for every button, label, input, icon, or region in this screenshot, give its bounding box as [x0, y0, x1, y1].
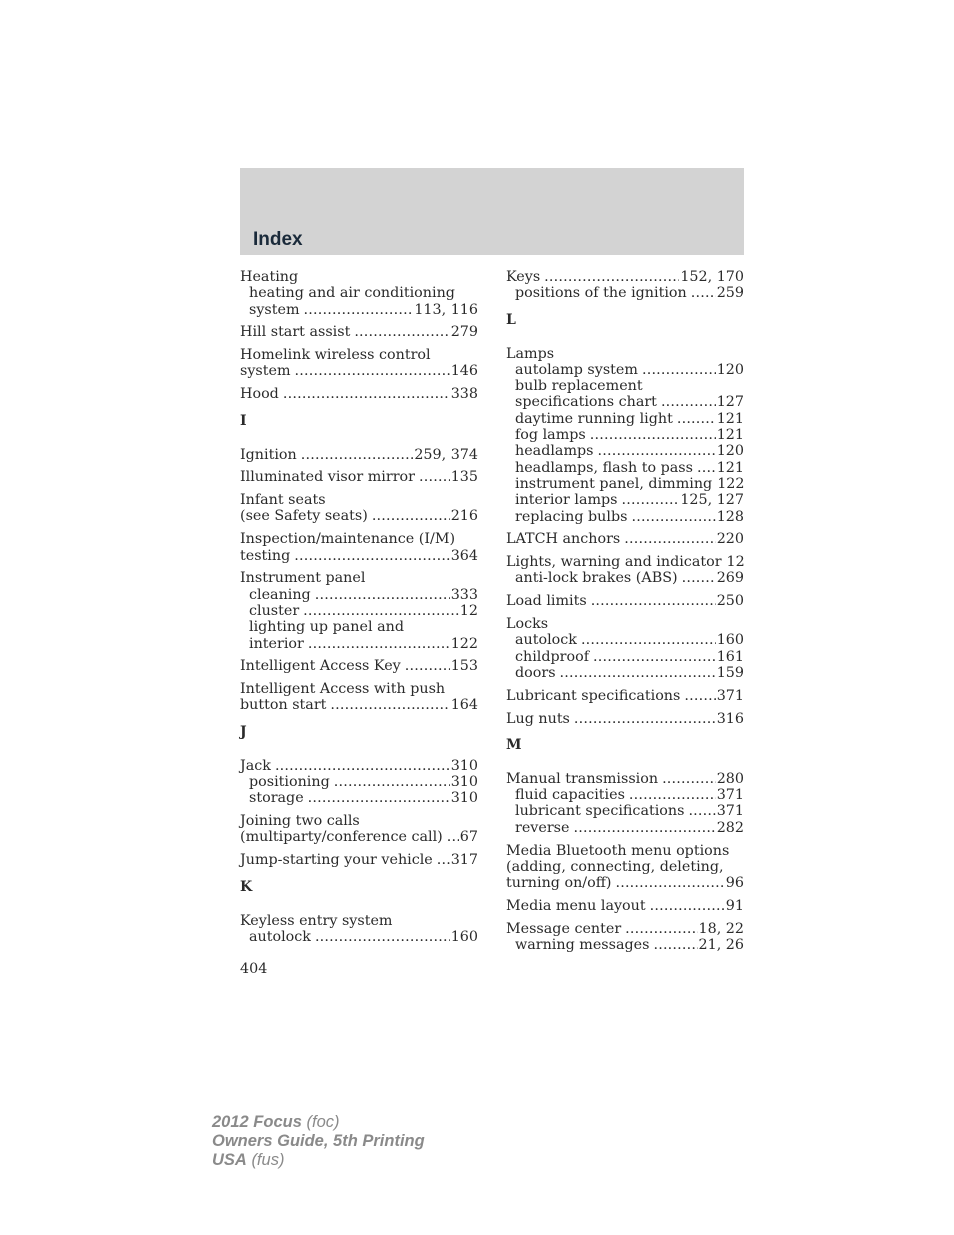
dot-leader: [419, 469, 450, 485]
index-subentry-line: [240, 302, 478, 318]
index-entry: [506, 616, 744, 681]
dot-leader: [294, 548, 449, 564]
entry-text: Intelligent Access with push: [240, 681, 446, 698]
index-subentry-line: [240, 929, 478, 945]
dot-leader: [662, 771, 716, 787]
index-entry-line: [506, 875, 744, 891]
entry-text: testing: [240, 547, 291, 564]
page-reference: 120: [716, 443, 744, 460]
page-reference: 160: [716, 632, 744, 649]
index-entry-line: [506, 711, 744, 727]
dot-leader: [308, 636, 450, 652]
index-entry: [240, 813, 478, 846]
page-reference: 113, 116: [414, 301, 478, 318]
dot-leader: [625, 921, 697, 937]
dot-leader: [437, 852, 450, 868]
page-reference: 310: [450, 757, 478, 774]
page-reference: 120: [716, 361, 744, 378]
page-reference: 12: [726, 554, 745, 571]
entry-text: storage: [249, 790, 304, 807]
index-subentry-line: [506, 285, 744, 301]
index-entry: [240, 447, 478, 463]
index-entry-line: [506, 531, 744, 547]
index-entry: [240, 658, 478, 674]
page-reference: 18, 22: [698, 920, 744, 937]
dot-leader: [622, 492, 680, 508]
index-entry-line: [240, 813, 478, 829]
dot-leader: [405, 658, 450, 674]
entry-text: Lubricant specifications: [506, 687, 681, 704]
dot-leader: [544, 269, 679, 285]
index-entry-line: [506, 921, 744, 937]
index-entry-line: [240, 386, 478, 402]
index-entry: [506, 531, 744, 547]
index-entry-line: [240, 829, 478, 845]
index-entry-line: [506, 859, 744, 875]
index-subentry-line: [506, 394, 744, 410]
dot-leader: [334, 774, 450, 790]
index-entry: [240, 852, 478, 868]
entry-text: anti-lock brakes (ABS): [515, 570, 678, 587]
index-entry-line: [240, 531, 478, 547]
document-footer: [212, 1113, 425, 1170]
index-entry: [240, 269, 478, 318]
index-entry: [506, 269, 744, 302]
dot-leader: [590, 427, 716, 443]
entry-text: Lamps: [506, 345, 555, 362]
page-reference: 121: [716, 459, 744, 476]
page-reference: 122: [450, 635, 478, 652]
entry-text: Heating: [240, 269, 299, 285]
index-entry: [240, 324, 478, 340]
index-subentry-line: [506, 787, 744, 803]
entry-text: (adding, connecting, deleting,: [506, 858, 724, 875]
dot-leader: [631, 509, 715, 525]
dot-leader: [283, 386, 450, 402]
index-entry: [240, 469, 478, 485]
index-entry-line: [240, 347, 478, 363]
index-entry: [240, 492, 478, 525]
page-reference: 96: [725, 875, 744, 892]
entry-text: Hood: [240, 386, 279, 403]
entry-text: Manual transmission: [506, 770, 659, 787]
page-reference: 121: [716, 410, 744, 427]
page-reference: 160: [450, 928, 478, 945]
page-reference: 371: [716, 803, 744, 820]
index-entry: [506, 771, 744, 836]
footer-line-guide: Owners Guide, 5th Printing: [212, 1132, 425, 1150]
entry-text: lighting up panel and: [249, 619, 404, 636]
index-subentry-line: [240, 636, 478, 652]
entry-text: instrument panel, dimming: [515, 475, 713, 492]
entry-text: Lights, warning and indicator: [506, 554, 722, 571]
dot-leader: [593, 649, 716, 665]
index-entry-line: [240, 447, 478, 463]
dot-leader: [303, 603, 459, 619]
entry-text: specifications chart: [515, 394, 657, 411]
page-reference: 122: [717, 475, 745, 492]
page-reference: 259, 374: [414, 446, 478, 463]
dot-leader: [684, 688, 715, 704]
index-entry-line: [240, 697, 478, 713]
dot-leader: [598, 443, 716, 459]
entry-text: fluid capacities: [515, 787, 625, 804]
entry-text: interior: [249, 635, 304, 652]
page-reference: 164: [450, 697, 478, 714]
page-reference: 91: [725, 897, 744, 914]
dot-leader: [624, 531, 715, 547]
page-reference: 67: [459, 829, 478, 846]
index-subentry-line: [506, 570, 744, 586]
footer-line-model: 2012 Focus (foc): [212, 1113, 340, 1131]
page-title: Index: [253, 229, 303, 250]
index-entry-line: [506, 616, 744, 632]
index-subentry-line: [506, 362, 744, 378]
entry-text: (see Safety seats): [240, 508, 368, 525]
page-reference: 333: [450, 586, 478, 603]
index-header-band: [240, 168, 744, 255]
section-letter: L: [506, 311, 516, 328]
index-entry: [506, 593, 744, 609]
page-reference: 135: [450, 469, 478, 486]
entry-text: headlamps: [515, 443, 594, 460]
dot-leader: [629, 787, 716, 803]
entry-text: (multiparty/conference call): [240, 829, 443, 846]
index-entry-line: [240, 269, 478, 285]
index-entry-line: [240, 658, 478, 674]
dot-leader: [574, 711, 716, 727]
dot-leader: [315, 587, 450, 603]
dot-leader: [354, 324, 449, 340]
dot-leader: [275, 758, 450, 774]
entry-text: autolamp system: [515, 361, 638, 378]
index-entry-line: [240, 492, 478, 508]
entry-text: Jump-starting your vehicle: [240, 852, 433, 869]
dot-leader: [661, 394, 716, 410]
index-entry-line: [240, 852, 478, 868]
page-reference: 121: [716, 427, 744, 444]
entry-text: cluster: [249, 602, 300, 619]
index-entry-line: [240, 570, 478, 586]
dot-leader: [688, 803, 715, 819]
dot-leader: [653, 937, 697, 953]
entry-text: positioning: [249, 774, 330, 791]
page-reference: 282: [716, 819, 744, 836]
dot-leader: [591, 593, 716, 609]
entry-text: daytime running light: [515, 410, 673, 427]
dot-leader: [315, 929, 450, 945]
page-reference: 310: [450, 774, 478, 791]
entry-text: Media Bluetooth menu options: [506, 842, 730, 859]
index-subentry-line: [240, 790, 478, 806]
dot-leader: [677, 411, 716, 427]
page-reference: 279: [450, 324, 478, 341]
page-reference: 371: [716, 687, 744, 704]
entry-text: Lug nuts: [506, 710, 570, 727]
index-entry-line: [240, 758, 478, 774]
entry-text: fog lamps: [515, 427, 586, 444]
index-subentry-line: [240, 603, 478, 619]
index-entry: [240, 913, 478, 946]
footer-line-region: USA (fus): [212, 1151, 285, 1169]
index-subentry-line: [506, 649, 744, 665]
entry-text: heating and air conditioning: [249, 285, 455, 302]
index-entry: [240, 347, 478, 380]
index-entry-line: [506, 593, 744, 609]
dot-leader: [642, 362, 716, 378]
entry-text: Locks: [506, 616, 549, 633]
index-column-left: [240, 269, 478, 952]
index-subentry-line: [240, 774, 478, 790]
entry-text: Media menu layout: [506, 897, 646, 914]
entry-text: Message center: [506, 920, 622, 937]
index-subentry-line: [506, 803, 744, 819]
index-entry-line: [240, 324, 478, 340]
dot-leader: [330, 697, 449, 713]
index-subentry-line: [506, 937, 744, 953]
page-reference: 280: [716, 770, 744, 787]
index-subentry-line: [506, 378, 744, 394]
entry-text: autolock: [249, 928, 311, 945]
dot-leader: [573, 820, 715, 836]
entry-text: Intelligent Access Key: [240, 658, 401, 675]
index-entry: [240, 681, 478, 714]
entry-text: Keys: [506, 269, 541, 285]
entry-text: turning on/off): [506, 875, 612, 892]
entry-text: interior lamps: [515, 492, 618, 509]
entry-text: replacing bulbs: [515, 508, 628, 525]
entry-text: Illuminated visor mirror: [240, 469, 415, 486]
page-reference: 125, 127: [680, 492, 744, 509]
index-entry-line: [506, 898, 744, 914]
entry-text: Jack: [240, 757, 271, 774]
page-reference: 338: [450, 386, 478, 403]
entry-text: Hill start assist: [240, 324, 351, 341]
entry-text: system: [249, 301, 300, 318]
section-letter: K: [240, 878, 253, 895]
entry-text: warning messages: [515, 937, 650, 953]
dot-leader: [615, 875, 724, 891]
entry-text: button start: [240, 697, 327, 714]
index-column-right: [506, 269, 744, 960]
index-entry-line: [506, 688, 744, 704]
page-reference: 269: [716, 570, 744, 587]
index-entry-line: [240, 548, 478, 564]
index-entry: [506, 688, 744, 704]
section-letter: J: [240, 723, 247, 740]
page-reference: 161: [716, 648, 744, 665]
dot-leader: [308, 790, 450, 806]
page-reference: 146: [450, 363, 478, 380]
index-entry: [506, 843, 744, 892]
dot-leader: [372, 508, 450, 524]
index-entry-line: [240, 913, 478, 929]
index-entry-line: [240, 363, 478, 379]
page-reference: 153: [450, 658, 478, 675]
index-entry-line: [506, 346, 744, 362]
page-number: 404: [240, 961, 268, 977]
entry-text: autolock: [515, 632, 577, 649]
index-subentry-line: [506, 476, 744, 492]
entry-text: reverse: [515, 819, 570, 836]
entry-text: Ignition: [240, 446, 297, 463]
index-entry-line: [506, 269, 744, 285]
dot-leader: [447, 829, 459, 845]
index-entry-line: [506, 554, 744, 570]
dot-leader: [304, 302, 414, 318]
page-reference: 316: [716, 710, 744, 727]
entry-text: Infant seats: [240, 492, 326, 509]
index-subentry-line: [506, 492, 744, 508]
entry-text: bulb replacement: [515, 378, 643, 395]
index-entry: [506, 346, 744, 525]
index-entry: [240, 386, 478, 402]
entry-text: Instrument panel: [240, 570, 366, 587]
page-reference: 12: [459, 602, 478, 619]
page-reference: 310: [450, 790, 478, 807]
section-letter: I: [240, 412, 247, 429]
index-subentry-line: [240, 587, 478, 603]
index-entry: [506, 711, 744, 727]
page-reference: 371: [716, 787, 744, 804]
page-reference: 128: [716, 508, 744, 525]
dot-leader: [691, 285, 716, 301]
entry-text: positions of the ignition: [515, 285, 687, 302]
entry-text: Homelink wireless control: [240, 347, 431, 364]
index-entry: [506, 554, 744, 587]
dot-leader: [295, 363, 450, 379]
index-subentry-line: [240, 285, 478, 301]
entry-text: doors: [515, 664, 556, 681]
page-reference: 317: [450, 852, 478, 869]
index-entry: [240, 570, 478, 651]
entry-text: system: [240, 363, 291, 380]
index-subentry-line: [506, 460, 744, 476]
index-subentry-line: [506, 411, 744, 427]
index-entry: [240, 531, 478, 564]
page-reference: 21, 26: [698, 937, 744, 953]
index-entry-line: [240, 508, 478, 524]
entry-text: LATCH anchors: [506, 531, 621, 548]
entry-text: lubricant specifications: [515, 803, 685, 820]
index-subentry-line: [506, 427, 744, 443]
index-subentry-line: [506, 665, 744, 681]
dot-leader: [301, 447, 414, 463]
index-entry: [240, 758, 478, 807]
index-entry: [506, 921, 744, 954]
dot-leader: [560, 665, 716, 681]
entry-text: headlamps, flash to pass: [515, 459, 693, 476]
page-reference: 259: [716, 285, 744, 302]
entry-text: Keyless entry system: [240, 912, 393, 929]
index-entry: [506, 898, 744, 914]
index-subentry-line: [240, 619, 478, 635]
dot-leader: [682, 570, 716, 586]
dot-leader: [650, 898, 725, 914]
dot-leader: [581, 632, 716, 648]
page-reference: 250: [716, 593, 744, 610]
section-letter: M: [506, 736, 522, 753]
entry-text: childproof: [515, 648, 590, 665]
index-subentry-line: [506, 509, 744, 525]
index-entry-line: [240, 681, 478, 697]
entry-text: Inspection/maintenance (I/M): [240, 531, 456, 548]
index-subentry-line: [506, 632, 744, 648]
page-reference: 159: [716, 664, 744, 681]
page-reference: 220: [716, 531, 744, 548]
entry-text: Joining two calls: [240, 813, 360, 830]
index-subentry-line: [506, 820, 744, 836]
entry-text: cleaning: [249, 586, 311, 603]
index-entry-line: [506, 843, 744, 859]
page-reference: 152, 170: [680, 269, 744, 285]
page-reference: 364: [450, 547, 478, 564]
index-entry-line: [240, 469, 478, 485]
page-reference: 127: [716, 394, 744, 411]
index-subentry-line: [506, 443, 744, 459]
dot-leader: [697, 460, 716, 476]
entry-text: Load limits: [506, 593, 587, 610]
index-entry-line: [506, 771, 744, 787]
page-reference: 216: [450, 508, 478, 525]
